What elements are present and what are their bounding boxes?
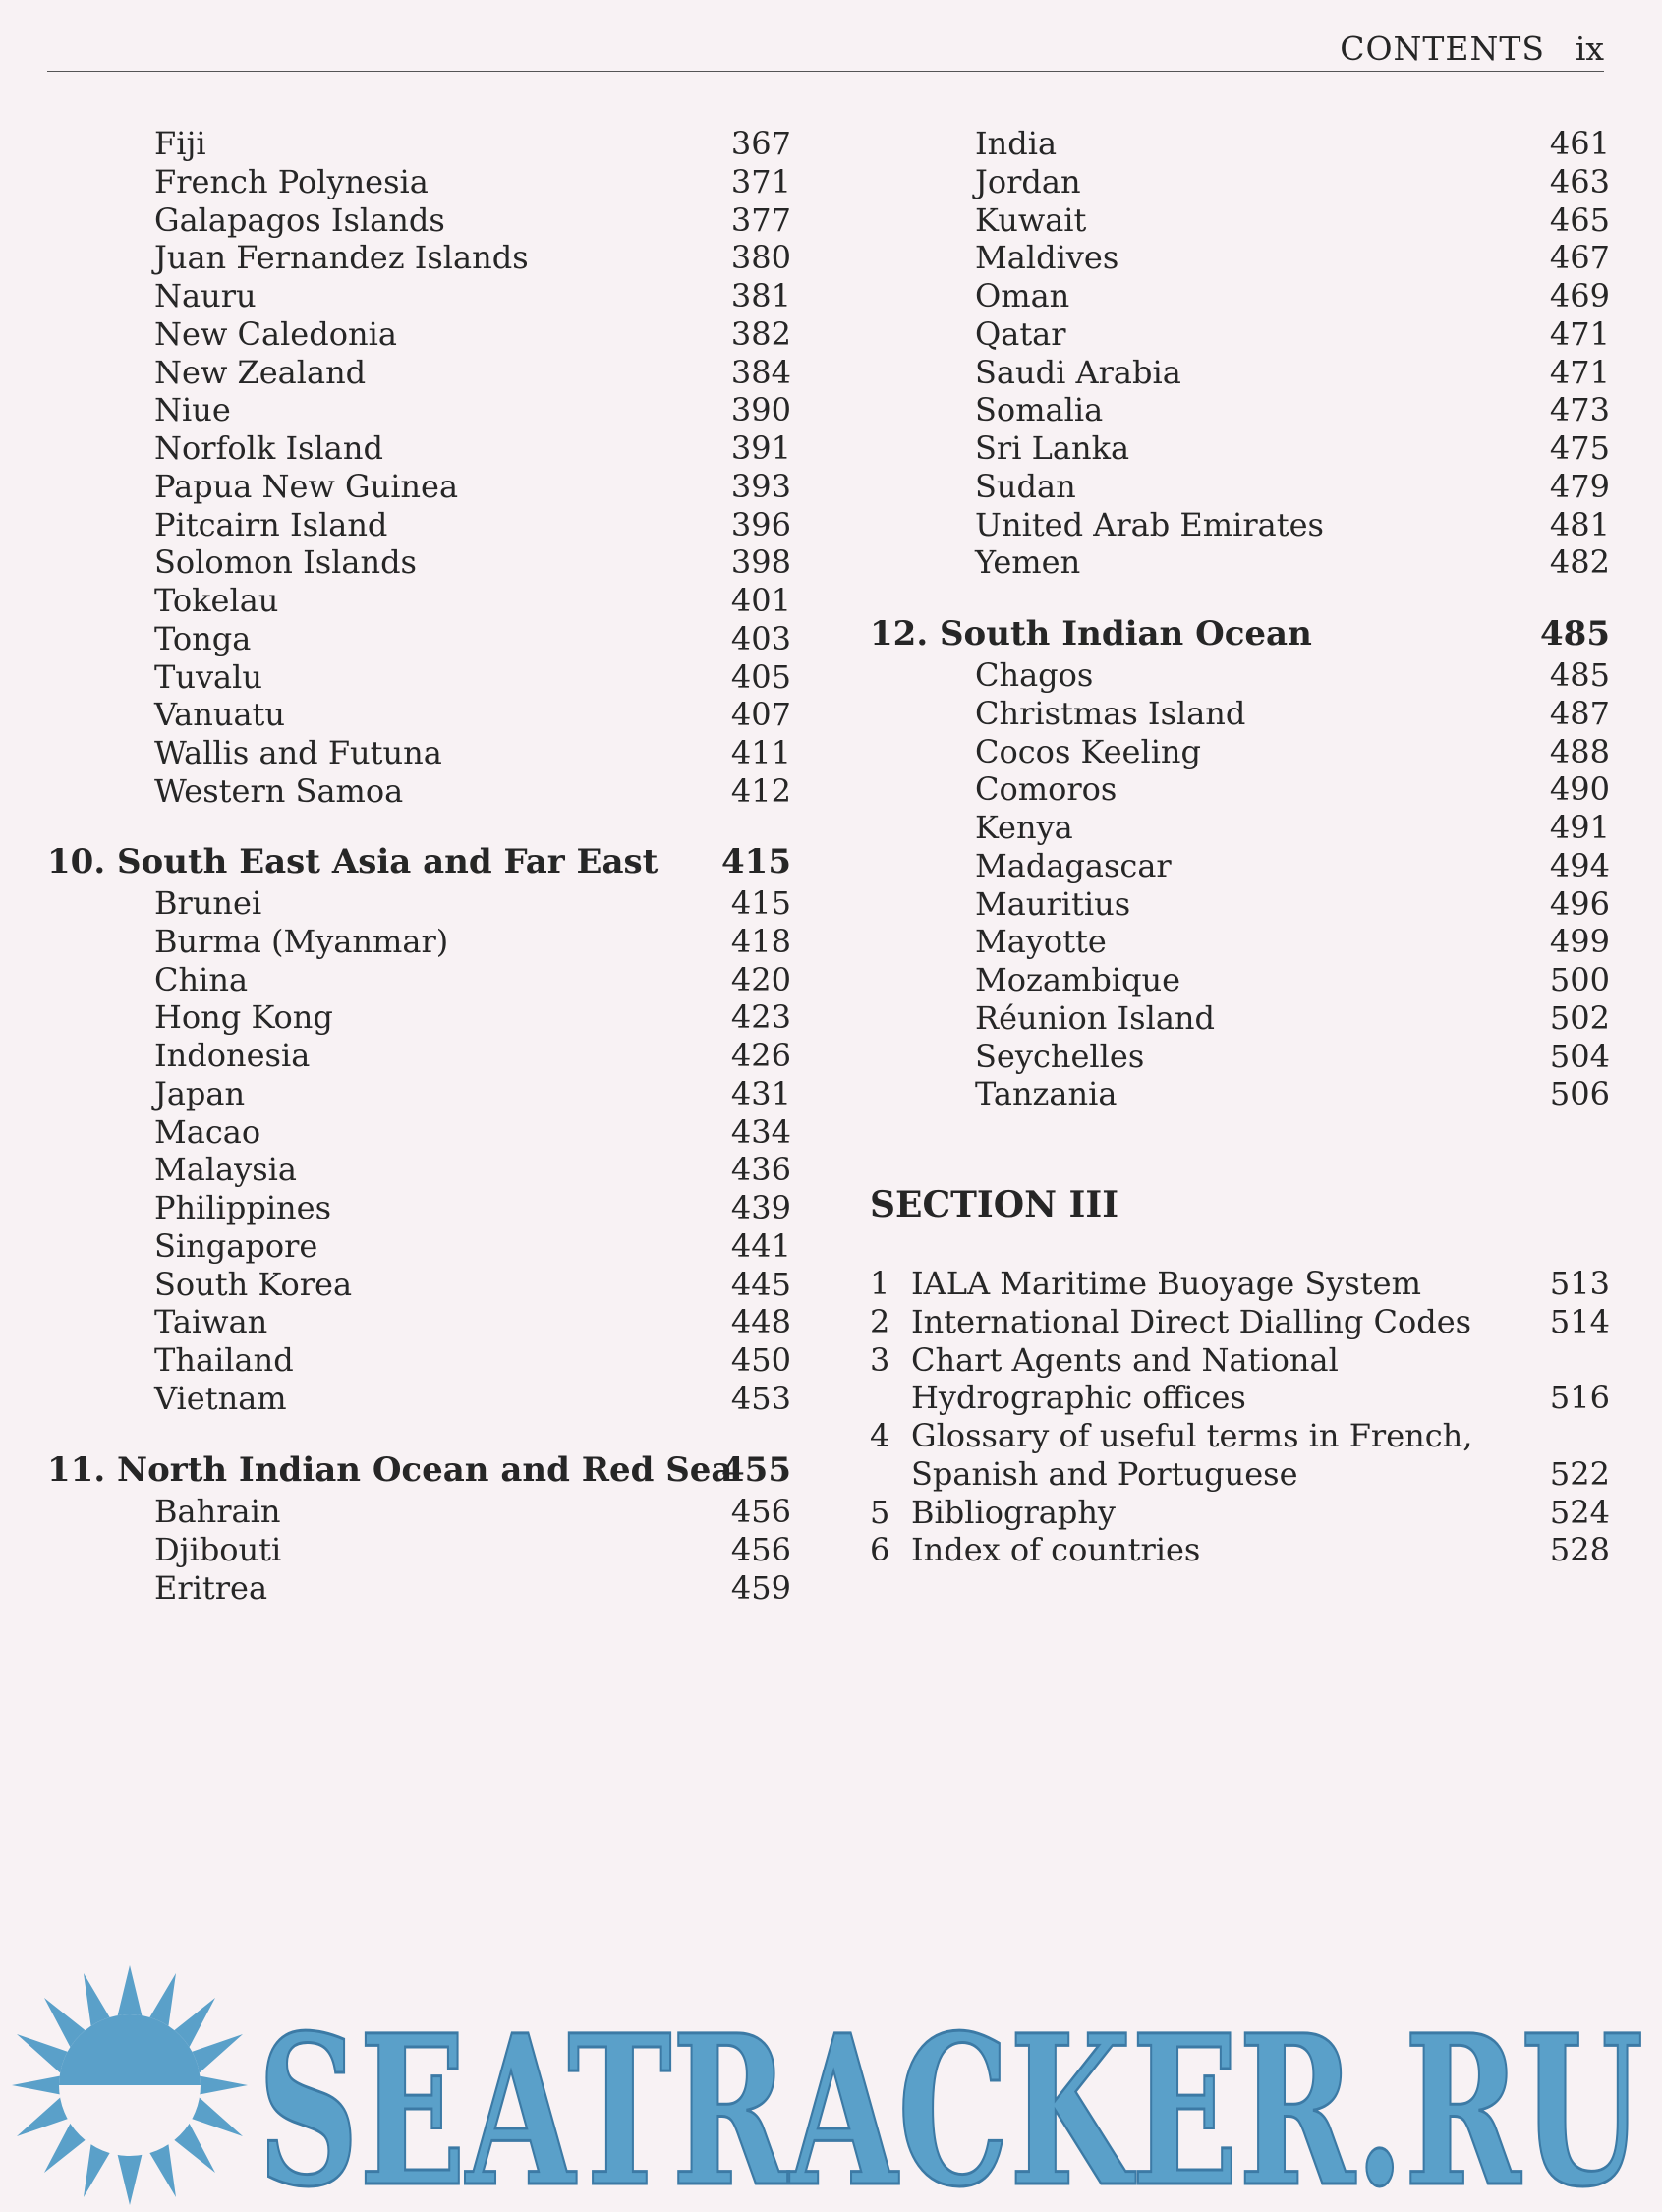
- toc-entry: [870, 1494, 1610, 1531]
- toc-entry: [154, 239, 791, 276]
- entry-page: 450: [730, 1341, 791, 1379]
- toc-entry: [154, 506, 791, 543]
- entry-title: Mayotte: [975, 923, 1107, 961]
- entry-page: 504: [1549, 1037, 1610, 1075]
- toc-entry: [975, 354, 1610, 391]
- entry-page: 367: [730, 125, 791, 162]
- entry-page: 436: [730, 1151, 791, 1189]
- entry-page: 514: [1549, 1302, 1610, 1340]
- entry-number: 1: [870, 1265, 890, 1302]
- entry-page: 482: [1549, 543, 1610, 582]
- toc-entry: [975, 315, 1610, 353]
- entry-page: 461: [1549, 125, 1610, 162]
- entry-title: South Korea: [154, 1265, 353, 1303]
- toc-entry: [975, 1038, 1610, 1075]
- entry-title: Yemen: [975, 543, 1081, 582]
- entry-title: French Polynesia: [154, 162, 429, 200]
- toc-entry: [154, 163, 791, 200]
- toc-entry: [975, 391, 1610, 428]
- entry-title: Philippines: [154, 1189, 332, 1226]
- entry-page: 398: [730, 543, 791, 582]
- toc-entry: [154, 582, 791, 619]
- entry-number: 6: [870, 1531, 890, 1569]
- entry-title: Oman: [975, 277, 1070, 314]
- header-page-number: ix: [1575, 29, 1604, 68]
- toc-entry: [975, 277, 1610, 314]
- entry-page: 456: [730, 1530, 791, 1568]
- entry-title: Hydrographic offices: [911, 1379, 1246, 1417]
- entry-title: Seychelles: [975, 1037, 1145, 1075]
- entry-title: Bibliography: [911, 1493, 1116, 1531]
- entry-number: 2: [870, 1302, 890, 1340]
- entry-title: Chagos: [975, 656, 1094, 694]
- entry-title: Pitcairn Island: [154, 505, 388, 543]
- toc-entry: [975, 885, 1610, 923]
- entry-page: 382: [730, 314, 791, 353]
- entry-title: New Caledonia: [154, 314, 397, 353]
- entry-page: 380: [730, 239, 791, 277]
- entry-title: International Direct Dialling Codes: [911, 1302, 1472, 1340]
- entry-page: 469: [1549, 277, 1610, 314]
- entry-title: Cocos Keeling: [975, 732, 1202, 770]
- entry-title: Papua New Guinea: [154, 467, 459, 505]
- entry-title: Nauru: [154, 277, 257, 314]
- entry-title: Tuvalu: [154, 657, 262, 696]
- entry-title: Eritrea: [154, 1568, 268, 1607]
- entry-page: 528: [1549, 1531, 1610, 1569]
- toc-entry: [975, 506, 1610, 543]
- entry-page: 513: [1549, 1265, 1610, 1302]
- entry-page: 479: [1549, 467, 1610, 505]
- entry-page: 384: [730, 353, 791, 391]
- entry-page: 371: [730, 162, 791, 200]
- entry-title: Qatar: [975, 314, 1066, 353]
- entry-page: 524: [1549, 1493, 1610, 1531]
- toc-entry: [975, 543, 1610, 581]
- toc-entry: [154, 961, 791, 998]
- toc-entry: [154, 1227, 791, 1265]
- watermark-logo: [12, 1965, 1653, 2206]
- entry-page: 415: [730, 884, 791, 922]
- entry-title: Réunion Island: [975, 998, 1215, 1037]
- entry-page: 456: [730, 1493, 791, 1530]
- entry-title: Bahrain: [154, 1493, 281, 1530]
- entry-page: 412: [730, 771, 791, 810]
- toc-entry: [870, 1303, 1610, 1340]
- page-header: [47, 29, 1604, 72]
- entry-title: Hong Kong: [154, 998, 333, 1037]
- toc-entry: [154, 696, 791, 733]
- entry-page: 415: [721, 842, 791, 881]
- toc-entry: [975, 429, 1610, 467]
- entry-title: Fiji: [154, 125, 206, 162]
- toc-entry: [975, 770, 1610, 808]
- toc-entry: [975, 733, 1610, 770]
- entry-page: 522: [1549, 1454, 1610, 1493]
- toc-entry: [154, 1266, 791, 1303]
- toc-entry: [154, 543, 791, 581]
- entry-page: 471: [1549, 353, 1610, 391]
- toc-entry: [975, 163, 1610, 200]
- toc-entry: [975, 961, 1610, 998]
- entry-page: 496: [1549, 884, 1610, 923]
- toc-entry: [154, 201, 791, 239]
- entry-page: 463: [1549, 162, 1610, 200]
- toc-entry: [975, 201, 1610, 239]
- entry-number: 3: [870, 1340, 890, 1379]
- section-heading-title: 11. North Indian Ocean and Red Sea: [47, 1450, 733, 1490]
- toc-entry: [870, 1379, 1610, 1416]
- entry-page: 391: [730, 429, 791, 467]
- toc-entry: [975, 809, 1610, 846]
- entry-page: 506: [1549, 1075, 1610, 1113]
- entry-title: Brunei: [154, 884, 262, 922]
- entry-page: 393: [730, 467, 791, 505]
- entry-title: Solomon Islands: [154, 543, 417, 582]
- entry-page: 377: [730, 200, 791, 239]
- entry-page: 396: [730, 505, 791, 543]
- entry-title: Galapagos Islands: [154, 200, 445, 239]
- entry-title: Christmas Island: [975, 694, 1246, 732]
- entry-page: 455: [721, 1450, 791, 1490]
- entry-title: Kuwait: [975, 200, 1087, 239]
- entry-title: Spanish and Portuguese: [911, 1454, 1298, 1493]
- watermark-text: SEATRACKER.RU: [258, 1990, 1643, 2206]
- entry-title: Comoros: [975, 770, 1118, 809]
- toc-entry: [154, 1189, 791, 1226]
- entry-page: 485: [1540, 614, 1610, 653]
- entry-title: IALA Maritime Buoyage System: [911, 1265, 1421, 1302]
- entry-page: 434: [730, 1112, 791, 1151]
- entry-page: 473: [1549, 391, 1610, 429]
- toc-entry: [870, 1417, 1610, 1454]
- entry-page: 490: [1549, 770, 1610, 809]
- toc-entry: [154, 1493, 791, 1530]
- entry-page: 441: [730, 1226, 791, 1265]
- toc-entry: [870, 1265, 1610, 1302]
- entry-page: 420: [730, 960, 791, 998]
- entry-title: Tanzania: [975, 1075, 1118, 1113]
- header-title: CONTENTS: [1340, 29, 1545, 68]
- entry-page: 467: [1549, 239, 1610, 277]
- toc-entry: [154, 1531, 791, 1568]
- entry-title: Taiwan: [154, 1303, 268, 1341]
- entry-title: Singapore: [154, 1226, 318, 1265]
- entry-title: Mauritius: [975, 884, 1131, 923]
- entry-page: 475: [1549, 429, 1610, 467]
- toc-entry: [154, 884, 791, 922]
- entry-page: 459: [730, 1568, 791, 1607]
- entry-page: 453: [730, 1379, 791, 1417]
- entry-title: Chart Agents and National: [911, 1340, 1339, 1379]
- entry-title: Thailand: [154, 1341, 294, 1379]
- toc-entry: [870, 1455, 1610, 1493]
- entry-page: 499: [1549, 923, 1610, 961]
- toc-entry: [154, 1113, 791, 1151]
- entry-page: 491: [1549, 809, 1610, 846]
- section-heading: [47, 843, 791, 880]
- section-heading: [870, 615, 1610, 652]
- toc-entry: [154, 658, 791, 696]
- entry-title: Malaysia: [154, 1151, 297, 1189]
- entry-page: 423: [730, 998, 791, 1037]
- entry-title: Vanuatu: [154, 696, 286, 734]
- toc-entry: [154, 1151, 791, 1188]
- toc-entry: [975, 1075, 1610, 1112]
- entry-page: 487: [1549, 694, 1610, 732]
- toc-entry: [975, 999, 1610, 1037]
- toc-entry: [154, 354, 791, 391]
- toc-entry: [154, 277, 791, 314]
- entry-page: 500: [1549, 961, 1610, 998]
- entry-page: 465: [1549, 200, 1610, 239]
- toc-entry: [154, 1037, 791, 1074]
- toc-entry: [154, 1075, 791, 1112]
- entry-page: 488: [1549, 732, 1610, 770]
- entry-title: Wallis and Futuna: [154, 734, 442, 771]
- entry-title: India: [975, 125, 1058, 162]
- entry-page: 445: [730, 1265, 791, 1303]
- entry-title: Tonga: [154, 619, 252, 657]
- entry-title: New Zealand: [154, 353, 367, 391]
- toc-entry: [154, 429, 791, 467]
- toc-entry: [154, 1303, 791, 1340]
- entry-title: Madagascar: [975, 846, 1172, 884]
- section-iii-title: SECTION III: [870, 1184, 1119, 1225]
- entry-title: Sri Lanka: [975, 429, 1130, 467]
- entry-title: Western Samoa: [154, 771, 404, 810]
- entry-page: 426: [730, 1037, 791, 1074]
- entry-title: Juan Fernandez Islands: [154, 239, 529, 277]
- toc-entry: [154, 315, 791, 353]
- entry-page: 411: [730, 734, 791, 771]
- toc-entry: [154, 620, 791, 657]
- entry-title: Norfolk Island: [154, 429, 383, 467]
- entry-page: 502: [1549, 998, 1610, 1037]
- entry-page: 494: [1549, 846, 1610, 884]
- entry-page: 431: [730, 1074, 791, 1112]
- toc-entry: [975, 125, 1610, 162]
- toc-entry: [975, 847, 1610, 884]
- toc-entry: [154, 125, 791, 162]
- entry-page: 405: [730, 657, 791, 696]
- toc-entry: [154, 998, 791, 1036]
- toc-entry: [154, 923, 791, 960]
- toc-entry: [154, 1380, 791, 1417]
- entry-page: 401: [730, 582, 791, 619]
- entry-title: China: [154, 960, 249, 998]
- toc-entry: [154, 772, 791, 810]
- entry-page: 403: [730, 619, 791, 657]
- entry-page: 418: [730, 922, 791, 960]
- entry-page: 381: [730, 277, 791, 314]
- entry-page: 485: [1549, 656, 1610, 694]
- entry-title: Mozambique: [975, 961, 1181, 998]
- toc-entry: [154, 468, 791, 505]
- entry-title: Jordan: [975, 162, 1081, 200]
- entry-title: Index of countries: [911, 1531, 1201, 1569]
- entry-page: 448: [730, 1303, 791, 1341]
- entry-title: Vietnam: [154, 1379, 287, 1417]
- entry-title: United Arab Emirates: [975, 505, 1324, 543]
- entry-number: 5: [870, 1493, 890, 1531]
- entry-title: Niue: [154, 391, 231, 429]
- entry-page: 481: [1549, 505, 1610, 543]
- toc-entry: [975, 468, 1610, 505]
- toc-entry: [975, 695, 1610, 732]
- section-heading-title: 12. South Indian Ocean: [870, 614, 1312, 653]
- entry-page: 439: [730, 1189, 791, 1226]
- entry-title: Japan: [154, 1074, 246, 1112]
- entry-page: 390: [730, 391, 791, 429]
- entry-title: Maldives: [975, 239, 1119, 277]
- toc-entry: [154, 1569, 791, 1607]
- toc-entry: [870, 1531, 1610, 1568]
- entry-title: Somalia: [975, 391, 1104, 429]
- entry-title: Glossary of useful terms in French,: [911, 1417, 1473, 1454]
- entry-title: Tokelau: [154, 582, 279, 619]
- entry-title: Burma (Myanmar): [154, 922, 449, 960]
- entry-title: Kenya: [975, 809, 1073, 846]
- toc-entry: [975, 239, 1610, 276]
- toc-entry: [870, 1341, 1610, 1379]
- entry-title: Sudan: [975, 467, 1076, 505]
- toc-entry: [154, 734, 791, 771]
- entry-title: Macao: [154, 1112, 261, 1151]
- entry-title: Saudi Arabia: [975, 353, 1181, 391]
- entry-title: Djibouti: [154, 1530, 282, 1568]
- entry-page: 407: [730, 696, 791, 734]
- toc-entry: [154, 391, 791, 428]
- toc-entry: [975, 656, 1610, 694]
- entry-page: 516: [1549, 1379, 1610, 1417]
- section-heading-title: 10. South East Asia and Far East: [47, 842, 659, 881]
- entry-number: 4: [870, 1417, 890, 1454]
- sun-icon: [12, 1965, 248, 2205]
- section-heading: [47, 1451, 791, 1489]
- entry-title: Indonesia: [154, 1037, 311, 1074]
- toc-entry: [975, 923, 1610, 960]
- toc-entry: [154, 1341, 791, 1379]
- entry-page: 471: [1549, 314, 1610, 353]
